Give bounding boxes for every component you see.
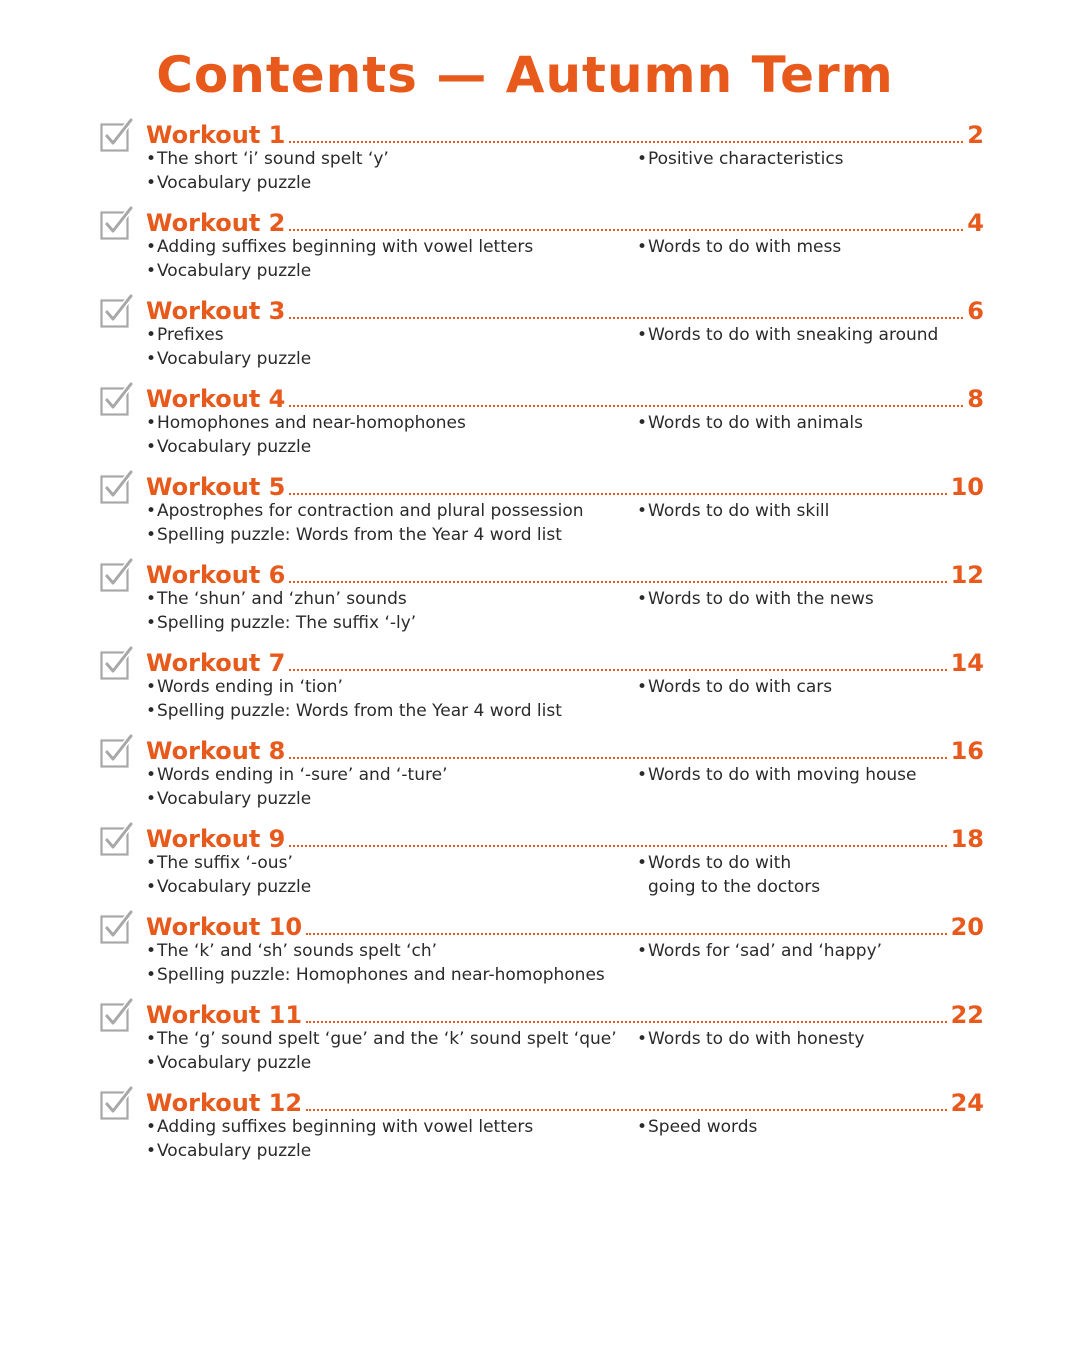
dot-leader — [289, 404, 963, 407]
tick-checkbox-icon[interactable] — [100, 123, 128, 151]
topic-text: Vocabulary puzzle — [157, 261, 312, 281]
tick-checkbox-icon[interactable] — [100, 651, 128, 679]
tick-checkbox-icon[interactable] — [100, 211, 128, 239]
topic-item — [146, 763, 447, 787]
topic-text: Vocabulary puzzle — [157, 437, 312, 457]
bullet-icon: • — [146, 965, 157, 985]
bullet-icon: • — [146, 1141, 157, 1161]
topic-text: The short ‘i’ sound spelt ‘y’ — [157, 149, 389, 169]
topic-item — [146, 523, 562, 547]
bullet-icon: • — [637, 413, 648, 433]
topic-item — [637, 1115, 757, 1139]
topic-text: Vocabulary puzzle — [157, 1141, 312, 1161]
topic-item — [637, 1027, 864, 1051]
topic-text: The ‘g’ sound spelt ‘gue’ and the ‘k’ sound spelt ‘que’ — [157, 1029, 617, 1049]
tick-checkbox-icon[interactable] — [100, 299, 128, 327]
bullet-icon: • — [146, 349, 157, 369]
topic-item — [146, 1115, 533, 1139]
page-number: 18 — [950, 825, 984, 853]
topic-text: The ‘shun’ and ‘zhun’ sounds — [157, 589, 407, 609]
topic-text: Words to do with moving house — [648, 765, 917, 785]
bullet-icon: • — [637, 325, 648, 345]
topic-item — [146, 411, 466, 435]
workout-heading[interactable] — [146, 558, 984, 590]
topic-text: Words to do with sneaking around — [648, 325, 939, 345]
bullet-icon: • — [637, 677, 648, 697]
topic-item — [637, 675, 832, 699]
contents-entry — [0, 558, 1066, 646]
tick-checkbox-icon[interactable] — [100, 563, 128, 591]
page-number: 22 — [950, 1001, 984, 1029]
topic-item — [146, 875, 311, 899]
contents-entry — [0, 294, 1066, 382]
workout-title: Workout 12 — [146, 1089, 303, 1117]
bullet-icon: • — [146, 1053, 157, 1073]
topic-text: Homophones and near-homophones — [157, 413, 466, 433]
contents-entry — [0, 998, 1066, 1086]
topic-text: Vocabulary puzzle — [157, 1053, 312, 1073]
topic-item — [146, 675, 343, 699]
topic-item — [146, 235, 533, 259]
workout-heading[interactable] — [146, 910, 984, 942]
bullet-icon: • — [146, 325, 157, 345]
bullet-icon: • — [637, 765, 648, 785]
workout-title: Workout 6 — [146, 561, 286, 589]
bullet-icon: • — [146, 525, 157, 545]
topic-item — [637, 499, 829, 523]
tick-checkbox-icon[interactable] — [100, 739, 128, 767]
topic-item — [146, 259, 311, 283]
bullet-icon: • — [146, 765, 157, 785]
workout-heading[interactable] — [146, 118, 984, 150]
contents-entry — [0, 910, 1066, 998]
workout-title: Workout 7 — [146, 649, 286, 677]
contents-entry — [0, 1086, 1066, 1174]
workout-title: Workout 4 — [146, 385, 286, 413]
topic-text: Speed words — [648, 1117, 758, 1137]
bullet-icon: • — [146, 413, 157, 433]
workout-heading[interactable] — [146, 734, 984, 766]
topic-item — [637, 323, 938, 347]
bullet-icon: • — [146, 589, 157, 609]
topic-item — [146, 1027, 617, 1051]
page-number: 12 — [950, 561, 984, 589]
topic-item — [146, 587, 407, 611]
workout-heading[interactable] — [146, 470, 984, 502]
workout-title: Workout 9 — [146, 825, 286, 853]
contents-entry — [0, 822, 1066, 910]
bullet-icon: • — [637, 853, 648, 873]
topic-text: Words to do with skill — [648, 501, 830, 521]
topic-text: going to the doctors — [648, 877, 821, 897]
bullet-icon: • — [146, 261, 157, 281]
tick-checkbox-icon[interactable] — [100, 475, 128, 503]
bullet-icon: • — [146, 501, 157, 521]
workout-heading[interactable] — [146, 294, 984, 326]
topic-text: Words ending in ‘tion’ — [157, 677, 343, 697]
dot-leader — [289, 756, 946, 759]
topic-item — [146, 499, 584, 523]
page-number: 20 — [950, 913, 984, 941]
workout-title: Workout 2 — [146, 209, 286, 237]
bullet-icon: • — [146, 149, 157, 169]
bullet-icon: • — [146, 789, 157, 809]
topic-item — [146, 787, 311, 811]
workout-title: Workout 10 — [146, 913, 303, 941]
tick-checkbox-icon[interactable] — [100, 827, 128, 855]
bullet-icon: • — [637, 1117, 648, 1137]
topic-text: Apostrophes for contraction and plural possession — [157, 501, 584, 521]
topic-text: Vocabulary puzzle — [157, 173, 312, 193]
topic-item — [637, 147, 844, 171]
dot-leader — [289, 580, 946, 583]
page-number: 24 — [950, 1089, 984, 1117]
topic-text: Words to do with the news — [648, 589, 874, 609]
topic-item — [637, 763, 916, 787]
topic-text: Vocabulary puzzle — [157, 789, 312, 809]
dot-leader — [306, 932, 947, 935]
contents-entry — [0, 646, 1066, 734]
topic-text: The suffix ‘-ous’ — [157, 853, 293, 873]
topic-item — [637, 235, 841, 259]
bullet-icon: • — [146, 1117, 157, 1137]
dot-leader — [289, 844, 946, 847]
tick-checkbox-icon[interactable] — [100, 915, 128, 943]
workout-heading[interactable] — [146, 1086, 984, 1118]
workout-heading[interactable] — [146, 998, 984, 1030]
page-number: 14 — [950, 649, 984, 677]
topic-item — [637, 587, 874, 611]
topic-text: Words to do with honesty — [648, 1029, 865, 1049]
page-number: 6 — [967, 297, 984, 325]
topic-item — [637, 411, 863, 435]
topic-text: Adding suffixes beginning with vowel letters — [157, 1117, 534, 1137]
workout-heading[interactable] — [146, 646, 984, 678]
page-number: 2 — [967, 121, 984, 149]
topic-item — [146, 347, 311, 371]
dot-leader — [306, 1020, 947, 1023]
dot-leader — [289, 316, 963, 319]
topic-item — [146, 147, 389, 171]
bullet-icon: • — [637, 237, 648, 257]
topic-item — [637, 875, 820, 899]
tick-checkbox-icon[interactable] — [100, 1091, 128, 1119]
topic-item — [637, 851, 791, 875]
tick-checkbox-icon[interactable] — [100, 387, 128, 415]
topic-text: Words ending in ‘-sure’ and ‘-ture’ — [157, 765, 448, 785]
page-title: Contents — Autumn Term — [156, 46, 894, 104]
topic-item — [146, 851, 293, 875]
workout-title: Workout 1 — [146, 121, 286, 149]
bullet-icon: • — [146, 237, 157, 257]
topic-item — [146, 1139, 311, 1163]
workout-heading[interactable] — [146, 206, 984, 238]
topic-text: Words for ‘sad’ and ‘happy’ — [648, 941, 883, 961]
bullet-icon: • — [146, 853, 157, 873]
topic-item — [637, 939, 882, 963]
contents-entry — [0, 206, 1066, 294]
topic-item — [146, 699, 562, 723]
contents-entry — [0, 382, 1066, 470]
bullet-icon: • — [637, 941, 648, 961]
topic-text: Spelling puzzle: Homophones and near-homophones — [157, 965, 605, 985]
dot-leader — [289, 492, 946, 495]
topic-text: Prefixes — [157, 325, 224, 345]
page-number: 16 — [950, 737, 984, 765]
bullet-icon: • — [146, 437, 157, 457]
dot-leader — [289, 140, 963, 143]
topic-text: Spelling puzzle: The suffix ‘-ly’ — [157, 613, 417, 633]
bullet-icon: • — [637, 501, 648, 521]
topic-text: Positive characteristics — [648, 149, 844, 169]
topic-text: Spelling puzzle: Words from the Year 4 word list — [157, 701, 562, 721]
topic-text: The ‘k’ and ‘sh’ sounds spelt ‘ch’ — [157, 941, 437, 961]
workout-title: Workout 11 — [146, 1001, 303, 1029]
topic-item — [146, 939, 437, 963]
topic-text: Adding suffixes beginning with vowel letters — [157, 237, 534, 257]
dot-leader — [289, 228, 963, 231]
page-number: 8 — [967, 385, 984, 413]
contents-entry — [0, 118, 1066, 206]
workout-heading[interactable] — [146, 382, 984, 414]
page-number: 10 — [950, 473, 984, 501]
topic-item — [146, 435, 311, 459]
workout-title: Workout 5 — [146, 473, 286, 501]
bullet-icon: • — [146, 613, 157, 633]
topic-item — [146, 963, 605, 987]
bullet-icon: • — [146, 677, 157, 697]
topic-text: Words to do with animals — [648, 413, 863, 433]
workout-heading[interactable] — [146, 822, 984, 854]
contents-entry — [0, 734, 1066, 822]
bullet-icon: • — [146, 1029, 157, 1049]
topic-item — [146, 1051, 311, 1075]
topic-text: Vocabulary puzzle — [157, 877, 312, 897]
contents-entry — [0, 470, 1066, 558]
bullet-icon: • — [146, 941, 157, 961]
bullet-icon: • — [146, 877, 157, 897]
topic-text: Words to do with — [648, 853, 792, 873]
dot-leader — [306, 1108, 947, 1111]
page-number: 4 — [967, 209, 984, 237]
topic-text: Vocabulary puzzle — [157, 349, 312, 369]
bullet-icon: • — [637, 149, 648, 169]
bullet-icon: • — [637, 1029, 648, 1049]
workout-title: Workout 8 — [146, 737, 286, 765]
dot-leader — [289, 668, 946, 671]
topic-item — [146, 171, 311, 195]
topic-text: Words to do with cars — [648, 677, 833, 697]
topic-item — [146, 323, 224, 347]
bullet-icon: • — [146, 173, 157, 193]
workout-title: Workout 3 — [146, 297, 286, 325]
topic-text: Spelling puzzle: Words from the Year 4 word list — [157, 525, 562, 545]
bullet-icon: • — [637, 589, 648, 609]
topic-item — [146, 611, 416, 635]
tick-checkbox-icon[interactable] — [100, 1003, 128, 1031]
bullet-icon: • — [146, 701, 157, 721]
topic-text: Words to do with mess — [648, 237, 842, 257]
